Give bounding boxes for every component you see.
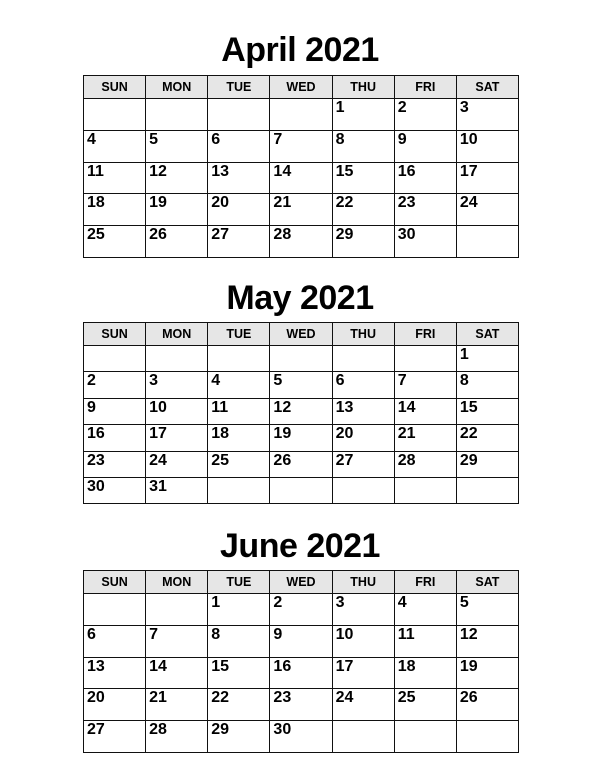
empty-day-cell bbox=[270, 477, 332, 503]
day-cell bbox=[270, 451, 332, 477]
day-number: 25 bbox=[397, 689, 416, 707]
day-number: 25 bbox=[87, 226, 105, 244]
day-number: 13 bbox=[87, 657, 105, 675]
day-cell bbox=[270, 721, 332, 753]
day-number: 7 bbox=[273, 130, 283, 148]
day-number: 16 bbox=[397, 162, 416, 180]
empty-day-cell bbox=[208, 99, 270, 131]
day-number: 1 bbox=[459, 346, 469, 363]
weekday-thu: THU bbox=[332, 323, 394, 346]
day-number: 14 bbox=[149, 657, 167, 675]
day-cell bbox=[146, 226, 208, 258]
day-number: 12 bbox=[459, 625, 478, 643]
day-cell bbox=[270, 130, 332, 162]
day-number: 15 bbox=[335, 162, 354, 180]
day-cell bbox=[84, 657, 146, 689]
day-number: 18 bbox=[211, 425, 230, 443]
day-cell bbox=[332, 689, 394, 721]
day-cell bbox=[146, 425, 208, 451]
day-cell bbox=[84, 477, 146, 503]
weekday-wed: WED bbox=[270, 323, 332, 346]
day-cell bbox=[208, 194, 270, 226]
weekday-sat: SAT bbox=[456, 323, 518, 346]
day-cell bbox=[394, 625, 456, 657]
day-number: 10 bbox=[459, 130, 478, 148]
day-cell bbox=[332, 451, 394, 477]
day-number: 10 bbox=[335, 625, 354, 643]
day-cell bbox=[456, 346, 518, 372]
day-cell bbox=[456, 99, 518, 131]
day-cell bbox=[84, 625, 146, 657]
week-row bbox=[84, 99, 519, 131]
day-cell bbox=[456, 594, 518, 626]
day-number: 3 bbox=[335, 594, 345, 611]
day-cell bbox=[456, 130, 518, 162]
day-cell bbox=[332, 372, 394, 398]
weekday-wed: WED bbox=[270, 571, 332, 594]
day-number: 13 bbox=[335, 398, 354, 416]
day-number: 12 bbox=[149, 162, 167, 180]
weekday-wed: WED bbox=[270, 76, 332, 99]
day-number: 24 bbox=[335, 689, 354, 707]
day-number: 31 bbox=[149, 477, 167, 495]
day-number: 14 bbox=[397, 398, 416, 416]
weekday-sun: SUN bbox=[84, 76, 146, 99]
day-cell bbox=[208, 130, 270, 162]
day-number: 4 bbox=[397, 594, 407, 611]
day-number: 14 bbox=[273, 162, 292, 180]
day-number: 11 bbox=[397, 625, 415, 643]
day-cell bbox=[332, 130, 394, 162]
weekday-tue: TUE bbox=[208, 323, 270, 346]
day-number: 9 bbox=[87, 398, 96, 416]
empty-day-cell bbox=[456, 226, 518, 258]
day-cell bbox=[456, 194, 518, 226]
day-cell bbox=[456, 657, 518, 689]
day-number: 3 bbox=[149, 372, 159, 390]
day-cell bbox=[270, 162, 332, 194]
day-cell bbox=[394, 451, 456, 477]
day-number: 2 bbox=[87, 372, 96, 390]
day-number: 16 bbox=[273, 657, 292, 675]
empty-day-cell bbox=[394, 721, 456, 753]
day-number: 21 bbox=[273, 194, 292, 212]
empty-day-cell bbox=[394, 346, 456, 372]
day-number: 20 bbox=[87, 689, 105, 707]
day-number: 9 bbox=[273, 625, 283, 643]
day-cell bbox=[146, 194, 208, 226]
empty-day-cell bbox=[84, 346, 146, 372]
day-number: 8 bbox=[335, 130, 345, 148]
day-number: 22 bbox=[211, 689, 230, 707]
day-number: 26 bbox=[459, 689, 478, 707]
empty-day-cell bbox=[146, 594, 208, 626]
day-cell bbox=[332, 99, 394, 131]
day-number: 7 bbox=[397, 372, 407, 390]
empty-day-cell bbox=[332, 346, 394, 372]
day-number: 19 bbox=[149, 194, 167, 212]
day-number: 12 bbox=[273, 398, 292, 416]
week-row bbox=[84, 194, 519, 226]
empty-day-cell bbox=[146, 346, 208, 372]
empty-day-cell bbox=[84, 594, 146, 626]
day-number: 8 bbox=[459, 372, 469, 390]
day-number: 8 bbox=[211, 625, 221, 643]
weekday-thu: THU bbox=[332, 76, 394, 99]
day-number: 27 bbox=[87, 721, 105, 739]
day-number: 2 bbox=[273, 594, 283, 611]
day-number: 6 bbox=[335, 372, 345, 390]
day-cell bbox=[208, 372, 270, 398]
weekday-header-row bbox=[84, 323, 519, 346]
day-cell bbox=[84, 372, 146, 398]
day-cell bbox=[84, 721, 146, 753]
day-number: 30 bbox=[397, 226, 416, 244]
day-number: 17 bbox=[149, 425, 167, 443]
day-cell bbox=[146, 657, 208, 689]
day-cell bbox=[456, 398, 518, 424]
day-number: 19 bbox=[459, 657, 478, 675]
day-cell bbox=[270, 425, 332, 451]
empty-day-cell bbox=[270, 346, 332, 372]
day-cell bbox=[394, 372, 456, 398]
week-row bbox=[84, 657, 519, 689]
day-cell bbox=[146, 162, 208, 194]
day-cell bbox=[456, 162, 518, 194]
day-cell bbox=[270, 657, 332, 689]
day-number: 28 bbox=[273, 226, 292, 244]
day-number: 27 bbox=[211, 226, 230, 244]
empty-day-cell bbox=[270, 99, 332, 131]
day-cell bbox=[146, 372, 208, 398]
day-cell bbox=[270, 689, 332, 721]
weekday-mon: MON bbox=[146, 76, 208, 99]
day-cell bbox=[394, 398, 456, 424]
day-cell bbox=[208, 657, 270, 689]
weekday-fri: FRI bbox=[394, 76, 456, 99]
day-number: 29 bbox=[335, 226, 354, 244]
day-number: 26 bbox=[273, 451, 292, 469]
day-cell bbox=[394, 162, 456, 194]
day-cell bbox=[146, 625, 208, 657]
week-row bbox=[84, 130, 519, 162]
day-cell bbox=[394, 226, 456, 258]
week-row bbox=[84, 594, 519, 626]
day-number: 4 bbox=[87, 130, 96, 148]
day-cell bbox=[456, 625, 518, 657]
day-number: 15 bbox=[211, 657, 230, 675]
day-cell bbox=[208, 162, 270, 194]
empty-day-cell bbox=[208, 346, 270, 372]
day-cell bbox=[84, 425, 146, 451]
day-cell bbox=[456, 451, 518, 477]
day-cell bbox=[84, 451, 146, 477]
day-number: 24 bbox=[459, 194, 478, 212]
day-cell bbox=[394, 130, 456, 162]
empty-day-cell bbox=[456, 721, 518, 753]
day-number: 13 bbox=[211, 162, 230, 180]
day-number: 23 bbox=[87, 451, 105, 469]
day-number: 11 bbox=[87, 162, 104, 180]
calendar-grid bbox=[83, 570, 519, 753]
day-cell bbox=[208, 625, 270, 657]
day-cell bbox=[84, 398, 146, 424]
week-row bbox=[84, 346, 519, 372]
weekday-fri: FRI bbox=[394, 323, 456, 346]
weekday-tue: TUE bbox=[208, 76, 270, 99]
day-cell bbox=[208, 226, 270, 258]
weekday-mon: MON bbox=[146, 323, 208, 346]
weekday-tue: TUE bbox=[208, 571, 270, 594]
day-number: 15 bbox=[459, 398, 478, 416]
day-number: 1 bbox=[211, 594, 221, 611]
day-cell bbox=[394, 99, 456, 131]
day-cell bbox=[394, 425, 456, 451]
month-title: April 2021 bbox=[221, 31, 379, 69]
weekday-sun: SUN bbox=[84, 571, 146, 594]
day-cell bbox=[84, 226, 146, 258]
day-cell bbox=[270, 194, 332, 226]
day-number: 17 bbox=[335, 657, 354, 675]
weekday-sat: SAT bbox=[456, 571, 518, 594]
day-cell bbox=[332, 226, 394, 258]
day-number: 30 bbox=[273, 721, 292, 739]
day-number: 16 bbox=[87, 425, 105, 443]
day-cell bbox=[332, 625, 394, 657]
day-number: 18 bbox=[397, 657, 416, 675]
calendar-grid bbox=[83, 75, 519, 258]
day-number: 2 bbox=[397, 99, 407, 116]
day-number: 4 bbox=[211, 372, 221, 390]
week-row bbox=[84, 689, 519, 721]
month-title: May 2021 bbox=[226, 279, 374, 317]
day-number: 6 bbox=[87, 625, 96, 643]
day-cell bbox=[394, 689, 456, 721]
day-cell bbox=[270, 398, 332, 424]
empty-day-cell bbox=[332, 721, 394, 753]
day-number: 11 bbox=[211, 398, 229, 416]
day-number: 29 bbox=[459, 451, 478, 469]
weekday-sun: SUN bbox=[84, 323, 146, 346]
day-number: 30 bbox=[87, 477, 105, 495]
day-number: 24 bbox=[149, 451, 167, 469]
week-row bbox=[84, 625, 519, 657]
week-row bbox=[84, 226, 519, 258]
empty-day-cell bbox=[84, 99, 146, 131]
weekday-mon: MON bbox=[146, 571, 208, 594]
day-number: 22 bbox=[459, 425, 478, 443]
day-number: 21 bbox=[397, 425, 416, 443]
day-cell bbox=[270, 226, 332, 258]
day-number: 26 bbox=[149, 226, 167, 244]
calendar-grid bbox=[83, 322, 519, 504]
day-cell bbox=[332, 594, 394, 626]
day-cell bbox=[146, 398, 208, 424]
weekday-header-row bbox=[84, 571, 519, 594]
day-number: 10 bbox=[149, 398, 167, 416]
day-cell bbox=[456, 425, 518, 451]
day-number: 6 bbox=[211, 130, 221, 148]
week-row bbox=[84, 162, 519, 194]
day-cell bbox=[332, 162, 394, 194]
day-number: 5 bbox=[149, 130, 159, 148]
day-cell bbox=[208, 451, 270, 477]
day-number: 20 bbox=[211, 194, 230, 212]
day-number: 21 bbox=[149, 689, 167, 707]
empty-day-cell bbox=[332, 477, 394, 503]
week-row bbox=[84, 451, 519, 477]
day-cell bbox=[270, 594, 332, 626]
day-cell bbox=[208, 398, 270, 424]
day-cell bbox=[208, 721, 270, 753]
day-number: 9 bbox=[397, 130, 407, 148]
day-number: 1 bbox=[335, 99, 345, 116]
day-number: 20 bbox=[335, 425, 354, 443]
day-cell bbox=[208, 425, 270, 451]
weekday-header-row bbox=[84, 76, 519, 99]
day-number: 22 bbox=[335, 194, 354, 212]
day-number: 7 bbox=[149, 625, 159, 643]
week-row bbox=[84, 398, 519, 424]
day-cell bbox=[208, 689, 270, 721]
day-cell bbox=[84, 689, 146, 721]
day-cell bbox=[146, 130, 208, 162]
day-cell bbox=[332, 425, 394, 451]
day-cell bbox=[394, 194, 456, 226]
day-cell bbox=[270, 372, 332, 398]
day-cell bbox=[456, 372, 518, 398]
weekday-fri: FRI bbox=[394, 571, 456, 594]
week-row bbox=[84, 372, 519, 398]
day-number: 5 bbox=[273, 372, 283, 390]
day-cell bbox=[394, 657, 456, 689]
day-number: 28 bbox=[149, 721, 167, 739]
day-cell bbox=[84, 162, 146, 194]
day-cell bbox=[394, 594, 456, 626]
day-number: 19 bbox=[273, 425, 292, 443]
day-cell bbox=[146, 689, 208, 721]
empty-day-cell bbox=[456, 477, 518, 503]
day-cell bbox=[146, 451, 208, 477]
weekday-sat: SAT bbox=[456, 76, 518, 99]
day-number: 29 bbox=[211, 721, 230, 739]
day-number: 23 bbox=[397, 194, 416, 212]
day-cell bbox=[332, 398, 394, 424]
day-number: 17 bbox=[459, 162, 478, 180]
day-cell bbox=[146, 477, 208, 503]
day-number: 27 bbox=[335, 451, 354, 469]
day-cell bbox=[208, 594, 270, 626]
weekday-thu: THU bbox=[332, 571, 394, 594]
day-cell bbox=[84, 130, 146, 162]
week-row bbox=[84, 425, 519, 451]
day-cell bbox=[146, 721, 208, 753]
day-number: 23 bbox=[273, 689, 292, 707]
day-cell bbox=[270, 625, 332, 657]
day-number: 25 bbox=[211, 451, 230, 469]
day-cell bbox=[84, 194, 146, 226]
month-title: June 2021 bbox=[220, 527, 380, 565]
day-number: 5 bbox=[459, 594, 469, 611]
week-row bbox=[84, 477, 519, 503]
day-cell bbox=[332, 194, 394, 226]
day-number: 18 bbox=[87, 194, 105, 212]
day-number: 3 bbox=[459, 99, 469, 116]
empty-day-cell bbox=[394, 477, 456, 503]
empty-day-cell bbox=[208, 477, 270, 503]
empty-day-cell bbox=[146, 99, 208, 131]
day-cell bbox=[456, 689, 518, 721]
day-number: 28 bbox=[397, 451, 416, 469]
day-cell bbox=[332, 657, 394, 689]
week-row bbox=[84, 721, 519, 753]
